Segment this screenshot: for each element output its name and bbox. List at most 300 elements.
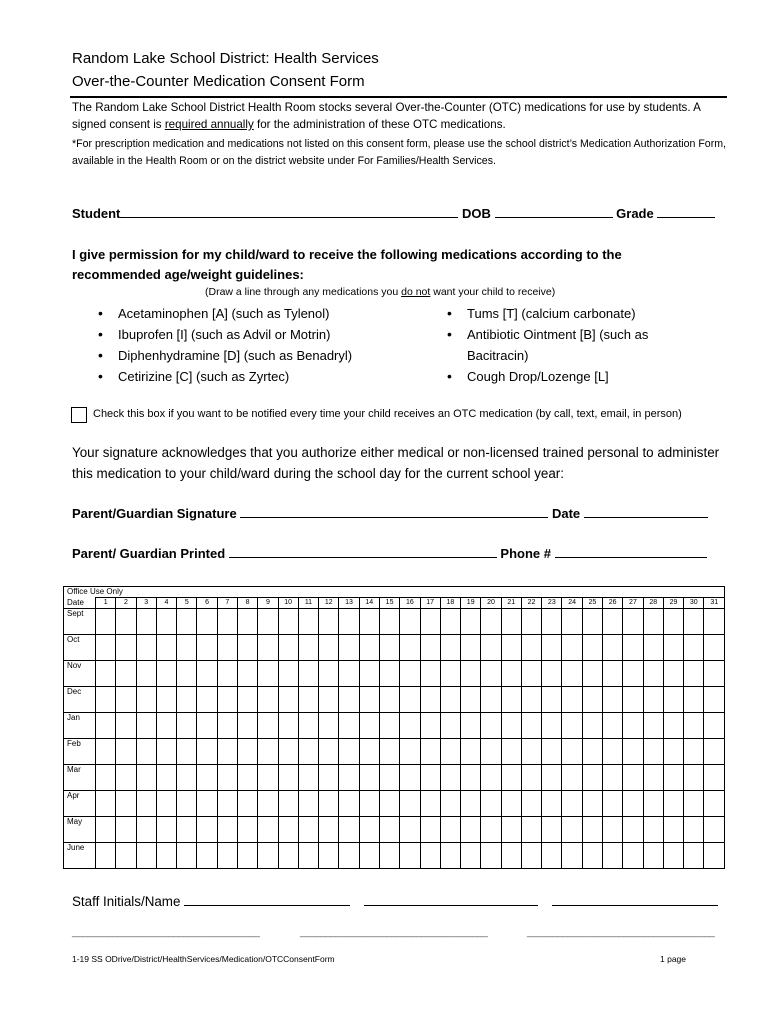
log-cell[interactable] <box>623 609 643 635</box>
log-cell[interactable] <box>197 817 217 843</box>
log-cell[interactable] <box>379 843 399 869</box>
log-cell[interactable] <box>461 687 481 713</box>
log-cell[interactable] <box>400 791 420 817</box>
staff-dash-line-2[interactable]: _____________________________________ <box>300 927 488 938</box>
log-cell[interactable] <box>440 635 460 661</box>
log-cell[interactable] <box>116 635 136 661</box>
log-cell[interactable] <box>298 687 318 713</box>
log-cell[interactable] <box>339 739 359 765</box>
log-cell[interactable] <box>623 817 643 843</box>
log-cell[interactable] <box>440 687 460 713</box>
log-cell[interactable] <box>359 713 379 739</box>
log-cell[interactable] <box>177 635 197 661</box>
medication-item[interactable]: • Tums [T] (calcium carbonate) <box>443 303 703 324</box>
log-cell[interactable] <box>96 609 116 635</box>
log-cell[interactable] <box>136 687 156 713</box>
log-cell[interactable] <box>603 661 623 687</box>
log-cell[interactable] <box>461 739 481 765</box>
log-cell[interactable] <box>177 713 197 739</box>
log-cell[interactable] <box>237 687 257 713</box>
log-cell[interactable] <box>643 661 663 687</box>
log-cell[interactable] <box>643 765 663 791</box>
log-cell[interactable] <box>298 635 318 661</box>
log-cell[interactable] <box>177 791 197 817</box>
log-cell[interactable] <box>582 635 602 661</box>
log-cell[interactable] <box>400 817 420 843</box>
log-cell[interactable] <box>156 687 176 713</box>
log-cell[interactable] <box>643 739 663 765</box>
log-cell[interactable] <box>237 713 257 739</box>
log-cell[interactable] <box>217 817 237 843</box>
log-cell[interactable] <box>96 739 116 765</box>
staff-dash-line-1[interactable]: _____________________________________ <box>72 927 260 938</box>
log-cell[interactable] <box>420 661 440 687</box>
log-cell[interactable] <box>339 661 359 687</box>
medication-item[interactable]: • Cetirizine [C] (such as Zyrtec) <box>94 366 424 387</box>
log-cell[interactable] <box>582 765 602 791</box>
log-cell[interactable] <box>156 713 176 739</box>
log-cell[interactable] <box>319 739 339 765</box>
log-cell[interactable] <box>177 661 197 687</box>
log-cell[interactable] <box>501 791 521 817</box>
log-cell[interactable] <box>136 765 156 791</box>
log-cell[interactable] <box>136 609 156 635</box>
log-cell[interactable] <box>684 661 704 687</box>
log-cell[interactable] <box>623 635 643 661</box>
log-cell[interactable] <box>197 635 217 661</box>
log-cell[interactable] <box>704 635 725 661</box>
log-cell[interactable] <box>156 791 176 817</box>
log-cell[interactable] <box>684 713 704 739</box>
log-cell[interactable] <box>481 843 501 869</box>
log-cell[interactable] <box>643 791 663 817</box>
medication-item[interactable]: • Antibiotic Ointment [B] (such as Bacitracin) <box>443 324 703 366</box>
log-cell[interactable] <box>217 687 237 713</box>
log-cell[interactable] <box>684 635 704 661</box>
log-cell[interactable] <box>643 609 663 635</box>
log-cell[interactable] <box>359 687 379 713</box>
log-cell[interactable] <box>623 843 643 869</box>
log-cell[interactable] <box>643 817 663 843</box>
log-cell[interactable] <box>521 765 541 791</box>
log-cell[interactable] <box>116 661 136 687</box>
log-cell[interactable] <box>663 635 683 661</box>
log-cell[interactable] <box>258 713 278 739</box>
log-cell[interactable] <box>623 765 643 791</box>
log-cell[interactable] <box>440 739 460 765</box>
log-cell[interactable] <box>96 635 116 661</box>
log-cell[interactable] <box>319 817 339 843</box>
log-cell[interactable] <box>704 791 725 817</box>
log-cell[interactable] <box>461 843 481 869</box>
log-cell[interactable] <box>562 765 582 791</box>
log-cell[interactable] <box>663 817 683 843</box>
log-cell[interactable] <box>684 609 704 635</box>
log-cell[interactable] <box>440 661 460 687</box>
log-cell[interactable] <box>278 739 298 765</box>
log-cell[interactable] <box>501 687 521 713</box>
log-cell[interactable] <box>136 713 156 739</box>
log-cell[interactable] <box>319 765 339 791</box>
log-cell[interactable] <box>217 661 237 687</box>
log-cell[interactable] <box>501 843 521 869</box>
log-cell[interactable] <box>197 713 217 739</box>
log-cell[interactable] <box>319 661 339 687</box>
log-cell[interactable] <box>562 635 582 661</box>
log-cell[interactable] <box>501 739 521 765</box>
log-cell[interactable] <box>319 609 339 635</box>
log-cell[interactable] <box>278 791 298 817</box>
log-cell[interactable] <box>481 791 501 817</box>
log-cell[interactable] <box>197 661 217 687</box>
log-cell[interactable] <box>440 843 460 869</box>
log-cell[interactable] <box>136 739 156 765</box>
log-cell[interactable] <box>420 713 440 739</box>
log-cell[interactable] <box>542 661 562 687</box>
log-cell[interactable] <box>258 739 278 765</box>
log-cell[interactable] <box>501 635 521 661</box>
log-cell[interactable] <box>359 843 379 869</box>
log-cell[interactable] <box>582 817 602 843</box>
log-cell[interactable] <box>420 687 440 713</box>
log-cell[interactable] <box>582 713 602 739</box>
log-cell[interactable] <box>603 713 623 739</box>
log-cell[interactable] <box>663 713 683 739</box>
staff-dash-line-3[interactable]: _____________________________________ <box>527 927 715 938</box>
staff-field-3[interactable] <box>552 893 718 906</box>
phone-field[interactable] <box>555 545 707 558</box>
log-cell[interactable] <box>116 609 136 635</box>
log-cell[interactable] <box>217 635 237 661</box>
log-cell[interactable] <box>603 765 623 791</box>
log-cell[interactable] <box>521 817 541 843</box>
log-cell[interactable] <box>278 713 298 739</box>
log-cell[interactable] <box>237 765 257 791</box>
log-cell[interactable] <box>96 843 116 869</box>
log-cell[interactable] <box>440 817 460 843</box>
log-cell[interactable] <box>521 713 541 739</box>
log-cell[interactable] <box>603 635 623 661</box>
log-cell[interactable] <box>684 791 704 817</box>
log-cell[interactable] <box>643 635 663 661</box>
grade-field[interactable] <box>657 205 715 218</box>
log-cell[interactable] <box>521 739 541 765</box>
log-cell[interactable] <box>197 739 217 765</box>
log-cell[interactable] <box>217 765 237 791</box>
log-cell[interactable] <box>420 739 440 765</box>
log-cell[interactable] <box>481 687 501 713</box>
medication-item[interactable]: • Ibuprofen [I] (such as Advil or Motrin) <box>94 324 424 345</box>
log-cell[interactable] <box>542 739 562 765</box>
log-cell[interactable] <box>420 817 440 843</box>
log-cell[interactable] <box>481 661 501 687</box>
log-cell[interactable] <box>623 687 643 713</box>
log-cell[interactable] <box>339 609 359 635</box>
log-cell[interactable] <box>663 765 683 791</box>
log-cell[interactable] <box>704 661 725 687</box>
log-cell[interactable] <box>116 765 136 791</box>
log-cell[interactable] <box>116 713 136 739</box>
log-cell[interactable] <box>461 635 481 661</box>
log-cell[interactable] <box>298 739 318 765</box>
log-cell[interactable] <box>258 687 278 713</box>
log-cell[interactable] <box>420 765 440 791</box>
log-cell[interactable] <box>582 843 602 869</box>
log-cell[interactable] <box>136 817 156 843</box>
log-cell[interactable] <box>481 635 501 661</box>
log-cell[interactable] <box>420 609 440 635</box>
log-cell[interactable] <box>542 791 562 817</box>
notify-checkbox[interactable] <box>71 407 87 423</box>
log-cell[interactable] <box>501 713 521 739</box>
log-cell[interactable] <box>217 713 237 739</box>
log-cell[interactable] <box>156 739 176 765</box>
log-cell[interactable] <box>461 791 481 817</box>
log-cell[interactable] <box>96 765 116 791</box>
log-cell[interactable] <box>237 635 257 661</box>
log-cell[interactable] <box>237 817 257 843</box>
log-cell[interactable] <box>582 791 602 817</box>
log-cell[interactable] <box>136 635 156 661</box>
log-cell[interactable] <box>501 817 521 843</box>
log-cell[interactable] <box>603 687 623 713</box>
log-cell[interactable] <box>400 609 420 635</box>
log-cell[interactable] <box>359 739 379 765</box>
log-cell[interactable] <box>461 661 481 687</box>
log-cell[interactable] <box>521 791 541 817</box>
log-cell[interactable] <box>319 713 339 739</box>
log-cell[interactable] <box>542 765 562 791</box>
log-cell[interactable] <box>663 661 683 687</box>
log-cell[interactable] <box>704 609 725 635</box>
log-cell[interactable] <box>623 739 643 765</box>
log-cell[interactable] <box>603 843 623 869</box>
log-cell[interactable] <box>684 739 704 765</box>
log-cell[interactable] <box>359 635 379 661</box>
log-cell[interactable] <box>542 687 562 713</box>
log-cell[interactable] <box>258 609 278 635</box>
log-cell[interactable] <box>704 687 725 713</box>
log-cell[interactable] <box>96 791 116 817</box>
medication-item[interactable]: • Cough Drop/Lozenge [L] <box>443 366 703 387</box>
log-cell[interactable] <box>400 687 420 713</box>
log-cell[interactable] <box>96 661 116 687</box>
log-cell[interactable] <box>237 739 257 765</box>
log-cell[interactable] <box>116 843 136 869</box>
log-cell[interactable] <box>177 817 197 843</box>
log-cell[interactable] <box>684 817 704 843</box>
log-cell[interactable] <box>298 713 318 739</box>
log-cell[interactable] <box>481 609 501 635</box>
log-cell[interactable] <box>521 843 541 869</box>
log-cell[interactable] <box>156 817 176 843</box>
log-cell[interactable] <box>461 609 481 635</box>
log-cell[interactable] <box>562 843 582 869</box>
log-cell[interactable] <box>420 635 440 661</box>
log-cell[interactable] <box>501 661 521 687</box>
log-cell[interactable] <box>420 791 440 817</box>
log-cell[interactable] <box>359 791 379 817</box>
log-cell[interactable] <box>197 609 217 635</box>
log-cell[interactable] <box>278 687 298 713</box>
log-cell[interactable] <box>339 687 359 713</box>
log-cell[interactable] <box>156 635 176 661</box>
log-cell[interactable] <box>197 765 217 791</box>
log-cell[interactable] <box>379 713 399 739</box>
log-cell[interactable] <box>400 713 420 739</box>
log-cell[interactable] <box>440 713 460 739</box>
log-cell[interactable] <box>197 687 217 713</box>
log-cell[interactable] <box>319 635 339 661</box>
log-cell[interactable] <box>400 843 420 869</box>
medication-item[interactable]: • Diphenhydramine [D] (such as Benadryl) <box>94 345 424 366</box>
log-cell[interactable] <box>461 765 481 791</box>
log-cell[interactable] <box>319 791 339 817</box>
log-cell[interactable] <box>562 713 582 739</box>
log-cell[interactable] <box>684 765 704 791</box>
log-cell[interactable] <box>623 661 643 687</box>
log-cell[interactable] <box>704 843 725 869</box>
log-cell[interactable] <box>440 609 460 635</box>
log-cell[interactable] <box>481 817 501 843</box>
log-cell[interactable] <box>521 635 541 661</box>
log-cell[interactable] <box>359 765 379 791</box>
log-cell[interactable] <box>461 817 481 843</box>
log-cell[interactable] <box>116 687 136 713</box>
signature-field[interactable] <box>240 505 548 518</box>
log-cell[interactable] <box>562 661 582 687</box>
log-cell[interactable] <box>440 791 460 817</box>
log-cell[interactable] <box>542 713 562 739</box>
log-cell[interactable] <box>258 843 278 869</box>
log-cell[interactable] <box>278 817 298 843</box>
log-cell[interactable] <box>136 843 156 869</box>
log-cell[interactable] <box>156 609 176 635</box>
log-cell[interactable] <box>298 843 318 869</box>
log-cell[interactable] <box>704 739 725 765</box>
log-cell[interactable] <box>96 713 116 739</box>
log-cell[interactable] <box>339 635 359 661</box>
log-cell[interactable] <box>319 687 339 713</box>
log-cell[interactable] <box>177 765 197 791</box>
log-cell[interactable] <box>339 713 359 739</box>
log-cell[interactable] <box>440 765 460 791</box>
log-cell[interactable] <box>643 687 663 713</box>
log-cell[interactable] <box>96 817 116 843</box>
date-field[interactable] <box>584 505 708 518</box>
log-cell[interactable] <box>136 791 156 817</box>
log-cell[interactable] <box>359 609 379 635</box>
log-cell[interactable] <box>278 635 298 661</box>
student-name-field[interactable] <box>120 205 458 218</box>
log-cell[interactable] <box>379 687 399 713</box>
log-cell[interactable] <box>663 687 683 713</box>
log-cell[interactable] <box>562 817 582 843</box>
log-cell[interactable] <box>501 609 521 635</box>
log-cell[interactable] <box>278 843 298 869</box>
log-cell[interactable] <box>177 843 197 869</box>
log-cell[interactable] <box>177 609 197 635</box>
dob-field[interactable] <box>495 205 613 218</box>
log-cell[interactable] <box>298 791 318 817</box>
log-cell[interactable] <box>156 765 176 791</box>
log-cell[interactable] <box>704 765 725 791</box>
log-cell[interactable] <box>237 791 257 817</box>
log-cell[interactable] <box>663 739 683 765</box>
log-cell[interactable] <box>643 843 663 869</box>
log-cell[interactable] <box>684 843 704 869</box>
log-cell[interactable] <box>258 791 278 817</box>
log-cell[interactable] <box>542 635 562 661</box>
log-cell[interactable] <box>663 843 683 869</box>
log-cell[interactable] <box>217 843 237 869</box>
log-cell[interactable] <box>359 661 379 687</box>
log-cell[interactable] <box>217 609 237 635</box>
log-cell[interactable] <box>217 791 237 817</box>
log-cell[interactable] <box>298 661 318 687</box>
log-cell[interactable] <box>542 817 562 843</box>
log-cell[interactable] <box>258 765 278 791</box>
log-cell[interactable] <box>116 817 136 843</box>
staff-field-1[interactable] <box>184 893 350 906</box>
log-cell[interactable] <box>704 713 725 739</box>
log-cell[interactable] <box>298 765 318 791</box>
log-cell[interactable] <box>420 843 440 869</box>
log-cell[interactable] <box>481 739 501 765</box>
log-cell[interactable] <box>562 609 582 635</box>
log-cell[interactable] <box>136 661 156 687</box>
log-cell[interactable] <box>542 609 562 635</box>
printed-name-field[interactable] <box>229 545 497 558</box>
log-cell[interactable] <box>156 843 176 869</box>
log-cell[interactable] <box>379 661 399 687</box>
log-cell[interactable] <box>582 687 602 713</box>
log-cell[interactable] <box>400 661 420 687</box>
log-cell[interactable] <box>603 817 623 843</box>
log-cell[interactable] <box>400 739 420 765</box>
log-cell[interactable] <box>339 791 359 817</box>
medication-item[interactable]: • Acetaminophen [A] (such as Tylenol) <box>94 303 424 324</box>
log-cell[interactable] <box>623 713 643 739</box>
log-cell[interactable] <box>379 635 399 661</box>
log-cell[interactable] <box>258 635 278 661</box>
log-cell[interactable] <box>339 843 359 869</box>
log-cell[interactable] <box>603 739 623 765</box>
log-cell[interactable] <box>96 687 116 713</box>
log-cell[interactable] <box>663 609 683 635</box>
log-cell[interactable] <box>177 739 197 765</box>
log-cell[interactable] <box>258 661 278 687</box>
log-cell[interactable] <box>278 609 298 635</box>
log-cell[interactable] <box>623 791 643 817</box>
log-cell[interactable] <box>400 635 420 661</box>
log-cell[interactable] <box>339 817 359 843</box>
log-cell[interactable] <box>298 609 318 635</box>
log-cell[interactable] <box>521 687 541 713</box>
log-cell[interactable] <box>379 817 399 843</box>
log-cell[interactable] <box>663 791 683 817</box>
log-cell[interactable] <box>237 661 257 687</box>
log-cell[interactable] <box>379 739 399 765</box>
log-cell[interactable] <box>521 661 541 687</box>
log-cell[interactable] <box>684 687 704 713</box>
log-cell[interactable] <box>177 687 197 713</box>
log-cell[interactable] <box>481 713 501 739</box>
log-cell[interactable] <box>217 739 237 765</box>
log-cell[interactable] <box>359 817 379 843</box>
log-cell[interactable] <box>704 817 725 843</box>
log-cell[interactable] <box>379 791 399 817</box>
